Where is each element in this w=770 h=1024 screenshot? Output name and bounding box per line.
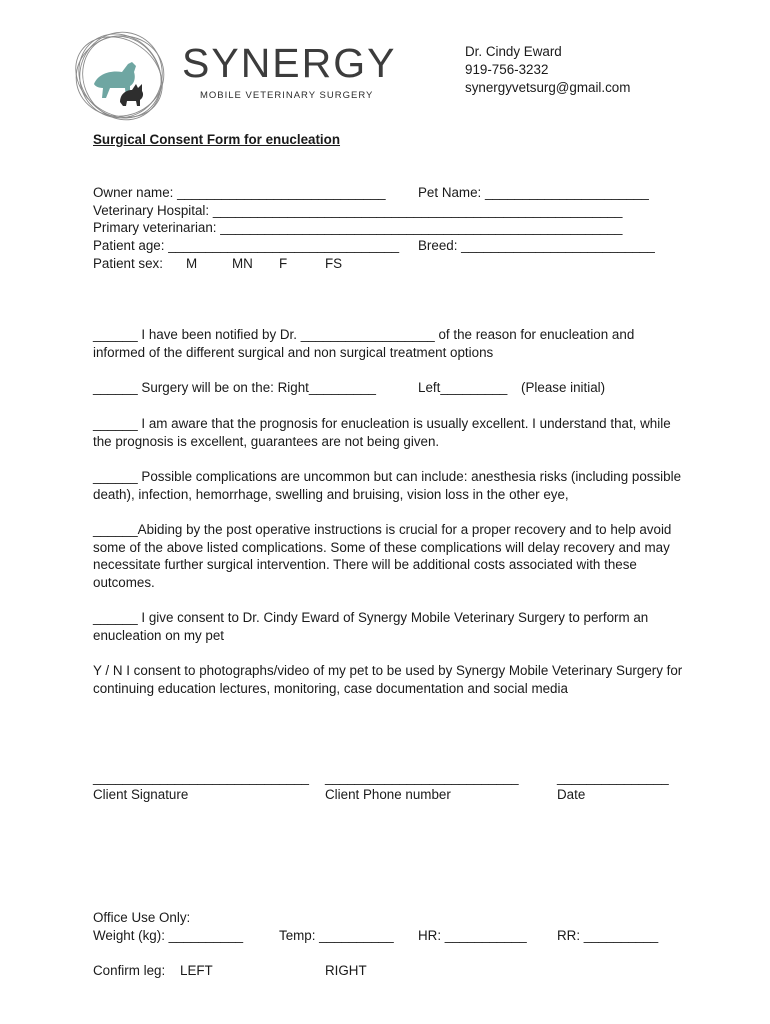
surgery-side-right[interactable]: ______ Surgery will be on the: Right_________ — [93, 380, 376, 395]
contact-phone: 919-756-3232 — [465, 62, 549, 77]
client-phone-label: Client Phone number — [325, 787, 451, 802]
breed-field[interactable]: Breed: __________________________ — [418, 238, 655, 253]
temp-field[interactable]: Temp: __________ — [279, 928, 394, 943]
consent-statement[interactable]: ______ I give consent to Dr. Cindy Eward of Synergy Mobile Veterinary Surgery to perform an enucleation on my pet — [93, 610, 649, 643]
sex-option-mn[interactable]: MN — [232, 256, 253, 271]
date-line[interactable]: _______________ — [557, 770, 669, 785]
contact-block — [465, 43, 630, 97]
notified-statement[interactable]: ______ I have been notified by Dr. __________________ of the reason for enucleation and informed of the different surgical and non surgical treatment options — [93, 327, 635, 360]
office-use-title: Office Use Only: — [93, 910, 191, 925]
rr-field[interactable]: RR: __________ — [557, 928, 659, 943]
patient-sex-label: Patient sex: — [93, 256, 163, 271]
confirm-leg-right[interactable]: RIGHT — [325, 963, 367, 978]
owner-name-field[interactable]: Owner name: ____________________________ — [93, 185, 386, 200]
weight-field[interactable]: Weight (kg): __________ — [93, 928, 244, 943]
photo-consent-statement[interactable]: Y / N I consent to photographs/video of my pet to be used by Synergy Mobile Veterinary Surgery for continuing education lectures, monitoring, case documentation and social media — [93, 663, 683, 696]
client-signature-line[interactable]: _____________________________ — [93, 770, 309, 785]
sex-option-fs[interactable]: FS — [325, 256, 343, 271]
confirm-leg-label: Confirm leg: — [93, 963, 166, 978]
vet-hospital-field[interactable]: Veterinary Hospital: _______________________________________________________ — [93, 203, 623, 218]
date-label: Date — [557, 787, 586, 802]
patient-age-field[interactable]: Patient age: _______________________________ — [93, 238, 400, 253]
confirm-leg-left[interactable]: LEFT — [180, 963, 213, 978]
pets-circle-logo-icon — [70, 28, 170, 124]
form-title: Surgical Consent Form for enucleation — [93, 132, 341, 147]
brand-tagline: MOBILE VETERINARY SURGERY — [200, 90, 374, 101]
primary-vet-field[interactable]: Primary veterinarian: ______________________________________________________ — [93, 220, 623, 235]
brand-name: SYNERGY — [182, 40, 397, 86]
contact-email: synergyvetsurg@gmail.com — [465, 80, 631, 95]
pet-name-field[interactable]: Pet Name: ______________________ — [418, 185, 649, 200]
contact-name: Dr. Cindy Eward — [465, 44, 562, 59]
hr-field[interactable]: HR: ___________ — [418, 928, 527, 943]
client-signature-label: Client Signature — [93, 787, 189, 802]
sex-option-f[interactable]: F — [279, 256, 288, 271]
sex-option-m[interactable]: M — [186, 256, 198, 271]
surgery-side-left[interactable]: Left_________ — [418, 380, 508, 395]
client-phone-line[interactable]: __________________________ — [325, 770, 519, 785]
prognosis-statement[interactable]: ______ I am aware that the prognosis for enucleation is usually excellent. I understand that, while the prognosis is excellent, guarantees are not being given. — [93, 416, 671, 449]
surgery-side-note: (Please initial) — [521, 380, 606, 395]
complications-statement[interactable]: ______ Possible complications are uncommon but can include: anesthesia risks (including possible death), infection, hemorrhage, swelling and bruising, vision loss in the other eye, — [93, 469, 682, 502]
post-op-statement[interactable]: ______Abiding by the post operative instructions is crucial for a proper recovery and to help avoid some of the above listed complications. Some of these complications will delay recovery and may necessitate further surgical intervention. There will be additional costs associated with these outcomes. — [93, 522, 672, 590]
